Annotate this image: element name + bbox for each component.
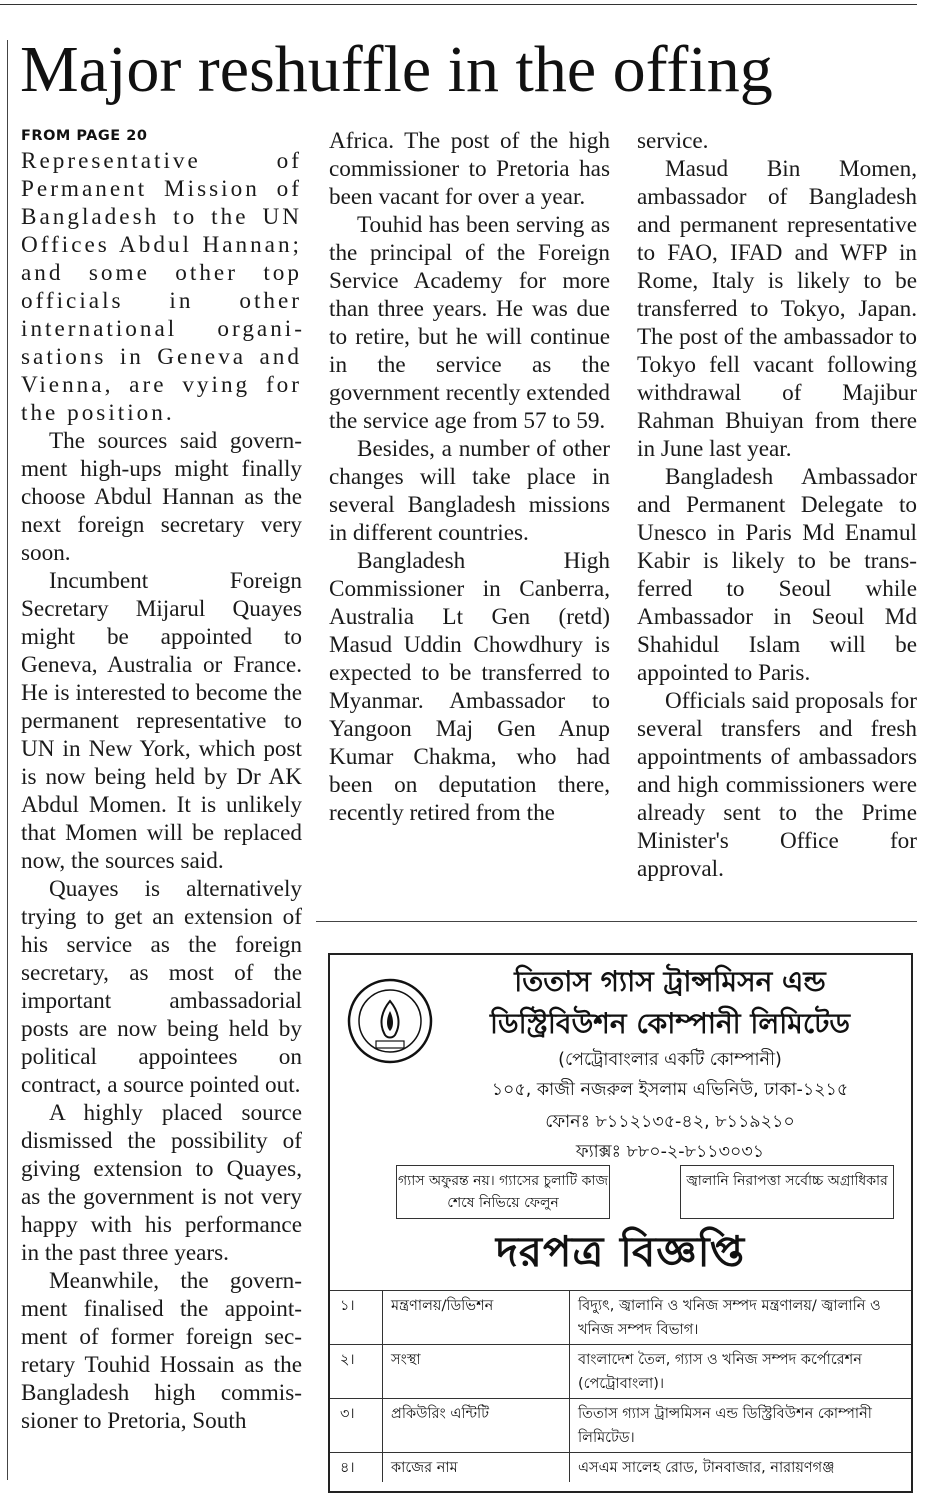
paragraph: Meanwhile, the government finalised the appointment of former foreign secretary Touhid Hossain as the Bangladesh high commissioner to Pretoria, South bbox=[21, 1268, 302, 1434]
tender-table bbox=[330, 1290, 911, 1482]
gas-saving-notice: গ্যাস অফুরন্ত নয়। গ্যাসের চুলাটি কাজ শেষে নিভিয়ে ফেলুন bbox=[396, 1165, 610, 1219]
company-name-line-1: তিতাস গ্যাস ট্রান্সমিসন এন্ড bbox=[514, 965, 826, 998]
top-rule bbox=[0, 4, 917, 5]
paragraph: Bangladesh Ambassador and Permanent Delegate to Unesco in Paris Md Enamul Kabir is likely to be transferred to Seoul while Ambassador in Seoul Md Shahidul Islam will be appointed to Paris. bbox=[637, 464, 917, 686]
row-number: ২। bbox=[330, 1345, 383, 1399]
paragraph: Africa. The post of the high commissioner to Pretoria has been vacant for over a year. bbox=[329, 128, 610, 210]
paragraph: The sources said government high-ups might finally choose Abdul Hannan as the next foreign secretary very soon. bbox=[21, 428, 302, 566]
row-value: এসএম সালেহ রোড, টানবাজার, নারায়ণগঞ্জ bbox=[570, 1453, 912, 1483]
row-label: মন্ত্রণালয়/ডিভিশন bbox=[383, 1291, 570, 1345]
table-row bbox=[330, 1345, 911, 1399]
row-value: বাংলাদেশ তৈল, গ্যাস ও খনিজ সম্পদ কর্পোরেশন (পেট্রোবাংলা)। bbox=[570, 1345, 912, 1399]
article-column-3 bbox=[637, 127, 917, 917]
company-phone: ফোনঃ ৮১১২১৩৫-৪২, ৮১১৯২১০ bbox=[545, 1112, 795, 1132]
company-name-line-2: ডিস্ট্রিবিউশন কোম্পানী লিমিটেড bbox=[490, 1007, 850, 1040]
energy-security-notice: জ্বালানি নিরাপত্তা সর্বোচ্চ অগ্রাধিকার bbox=[680, 1165, 894, 1219]
headline: Major reshuffle in the offing bbox=[20, 33, 773, 106]
paragraph: Bangladesh High Commissioner in Canberra, Australia Lt Gen (retd) Masud Uddin Chowdhury is expected to be transferred to Myanmar. Ambassador to Yangoon Maj Gen Anup Kumar Chakma, who had been on deputation there, recently retired from the bbox=[329, 548, 610, 826]
row-label: প্রকিউরিং এন্টিটি bbox=[383, 1399, 570, 1453]
tender-advertisement bbox=[328, 953, 913, 1493]
tender-title: দরপত্র বিজ্ঞপ্তি bbox=[495, 1227, 746, 1276]
article-column-1 bbox=[21, 127, 302, 1435]
paragraph: Representative of Permanent Mission of Bangladesh to the UN Offices Abdul Hannan; and some other top officials in other international organisations in Geneva and Vienna, are vying for the position. bbox=[21, 148, 302, 426]
row-label: সংস্থা bbox=[383, 1345, 570, 1399]
paragraph: Incumbent Foreign Secretary Mijarul Quayes might be appointed to Geneva, Australia or France. He is interested to become the permanent representative to UN in New York, which post is now being held by Dr AK Abdul Momen. It is unlikely that Momen will be replaced now, the sources said. bbox=[21, 568, 302, 874]
row-value: তিতাস গ্যাস ট্রান্সমিসন এন্ড ডিস্ট্রিবিউশন কোম্পানী লিমিটেড। bbox=[570, 1399, 912, 1453]
left-column-rule bbox=[7, 40, 8, 1480]
paragraph: Touhid has been serving as the principal of the Foreign Service Academy for more than three years. He was due to retire, but he will continue in the service as the government recently extended the service age from 57 to 59. bbox=[329, 212, 610, 434]
paragraph: A highly placed source dismissed the possibility of giving extension to Quayes, as the government is not very happy with his performance in the past three years. bbox=[21, 1100, 302, 1266]
section-rule bbox=[316, 921, 917, 922]
row-value: বিদ্যুৎ, জ্বালানি ও খনিজ সম্পদ মন্ত্রণালয়/ জ্বালানি ও খনিজ সম্পদ বিভাগ। bbox=[570, 1291, 912, 1345]
article-column-2 bbox=[329, 127, 610, 827]
row-number: ৩। bbox=[330, 1399, 383, 1453]
paragraph: Masud Bin Momen, ambassador of Bangladesh and permanent representative to FAO, IFAD and WFP in Rome, Italy is likely to be transferred to Tokyo, Japan. The post of the ambassador to Tokyo fell vacant following withdrawal of Majibur Rahman Bhuiyan from there in June last year. bbox=[637, 156, 917, 462]
row-number: ৪। bbox=[330, 1453, 383, 1483]
company-subtitle: (পেট্রোবাংলার একটি কোম্পানী) bbox=[558, 1050, 782, 1070]
row-label: কাজের নাম bbox=[383, 1453, 570, 1483]
paragraph: Besides, a number of other changes will take place in several Bangladesh missions in different countries. bbox=[329, 436, 610, 546]
paragraph: Quayes is alternatively trying to get an extension of his service as the foreign secretary, as most of the important ambassadorial posts are now being held by political appointees on contract, a source pointed out. bbox=[21, 876, 302, 1098]
company-address: ১০৫, কাজী নজরুল ইসলাম এভিনিউ, ঢাকা-১২১৫ bbox=[491, 1080, 849, 1100]
table-row bbox=[330, 1291, 911, 1345]
table-row bbox=[330, 1453, 911, 1483]
table-row bbox=[330, 1399, 911, 1453]
kicker: FROM PAGE 20 bbox=[21, 128, 148, 144]
company-logo-icon bbox=[346, 977, 434, 1065]
paragraph: Officials said proposals for several transfers and fresh appointments of ambassadors and high commissioners were already sent to the Prime Minister's Office for approval. bbox=[637, 688, 917, 882]
paragraph: service. bbox=[637, 128, 709, 154]
row-number: ১। bbox=[330, 1291, 383, 1345]
company-fax: ফ্যাক্সঃ ৮৮০-২-৮১১৩০৩১ bbox=[575, 1142, 765, 1162]
